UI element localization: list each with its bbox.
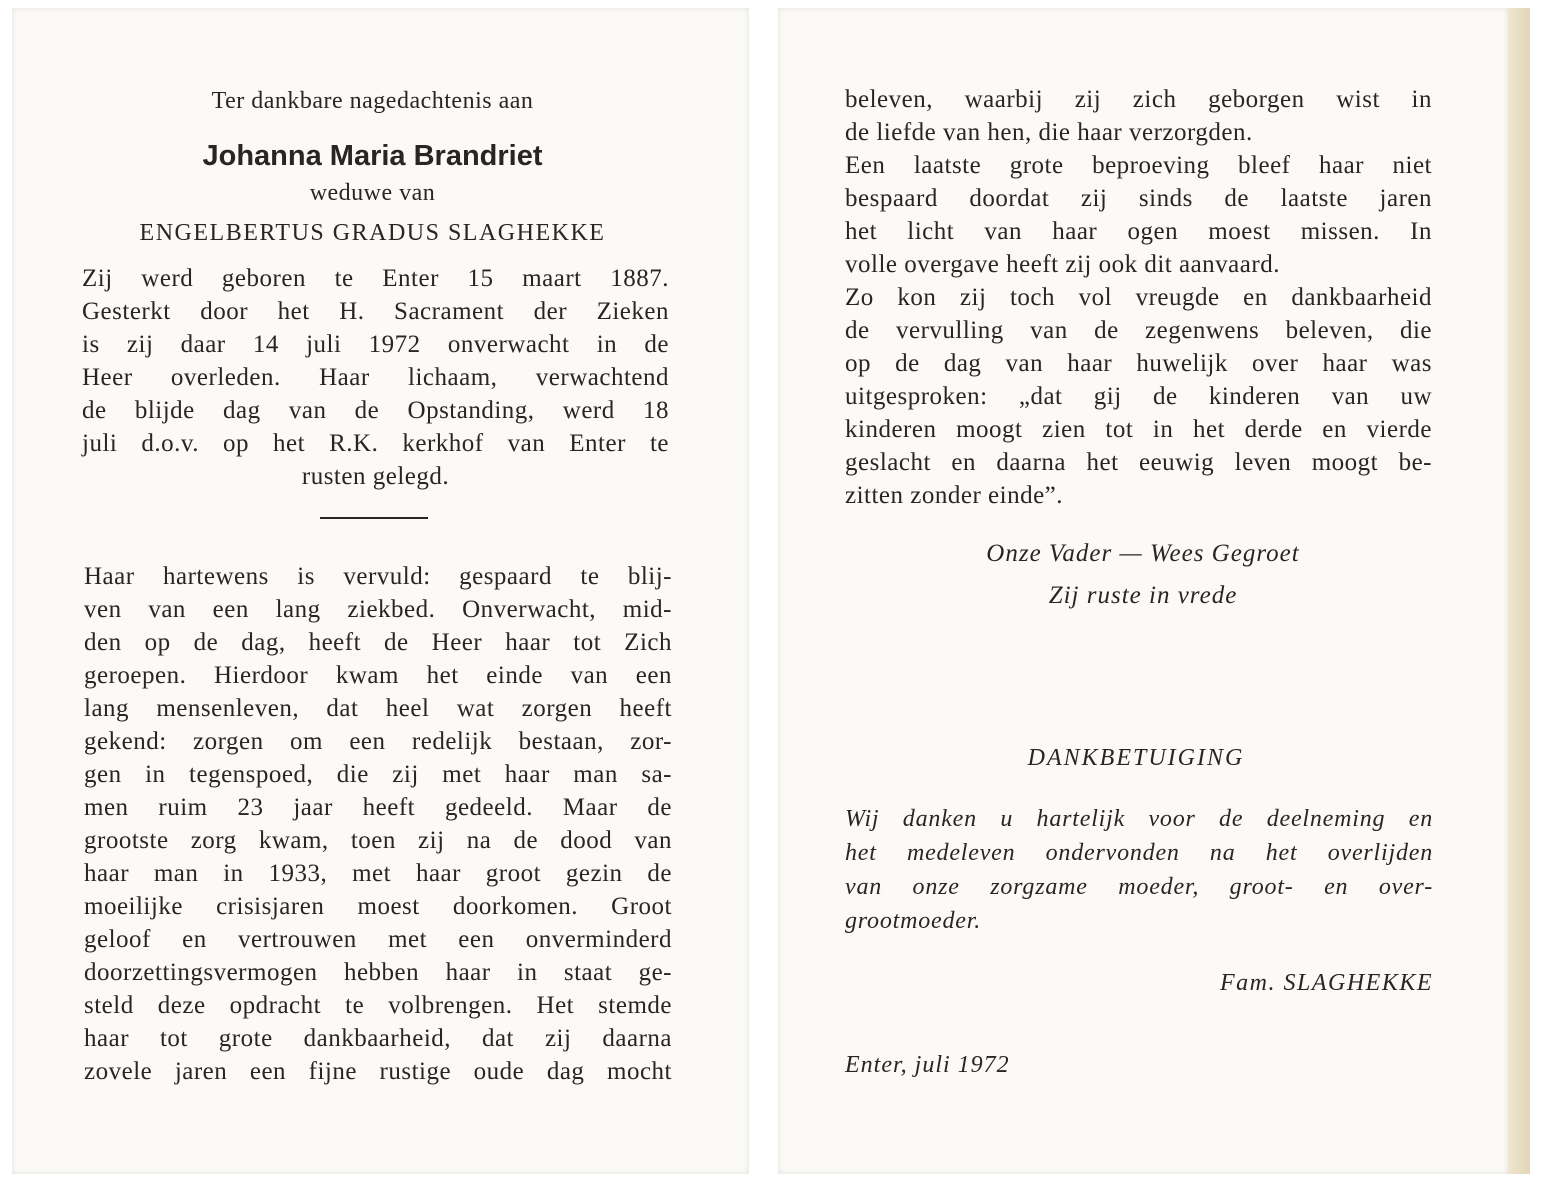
story-line: zitten zonder einde”. <box>845 482 1064 509</box>
story-line: geloof en vertrouwen met een onverminderd <box>84 926 672 953</box>
story-line: geroepen. Hierdoor kwam het einde van een <box>84 662 672 689</box>
rest-in-peace-line: Zij ruste in vrede <box>1048 582 1238 609</box>
story-line: haar tot grote dankbaarheid, dat zij daarna <box>84 1025 672 1052</box>
story-line: geslacht en daarna het eeuwig leven moogt be- <box>845 449 1432 476</box>
dedication-heading: Ter dankbare nagedachtenis aan <box>211 88 534 114</box>
story-line: steld deze opdracht te volbrengen. Het stemde <box>84 992 672 1019</box>
story-line: grootste zorg kwam, toen zij na de dood van <box>84 827 672 854</box>
story-line: zovele jaren een fijne rustige oude dag mocht <box>84 1058 672 1085</box>
story-line: Haar hartewens is vervuld: gespaard te blij- <box>84 563 672 590</box>
story-line: de liefde van hen, die haar verzorgden. <box>845 119 1253 146</box>
bio-line: rusten gelegd. <box>301 463 450 490</box>
story-line: gekend: zorgen om een redelijk bestaan, zor- <box>84 728 672 755</box>
card-edge <box>1508 8 1530 1174</box>
bio-line: Gesterkt door het H. Sacrament der Zieken <box>82 298 669 325</box>
story-line: beleven, waarbij zij zich geborgen wist in <box>845 86 1432 113</box>
widow-of-label: weduwe van <box>309 180 436 206</box>
story-line: Zo kon zij toch vol vreugde en dankbaarheid <box>845 284 1432 311</box>
biography-paragraph <box>82 262 669 493</box>
story-line: op de dag van haar huwelijk over haar was <box>845 350 1432 377</box>
place-date: Enter, juli 1972 <box>845 1052 1010 1078</box>
story-line: doorzettingsvermogen hebben haar in staat ge- <box>84 959 672 986</box>
story-line: gen in tegenspoed, die zij met haar man sa- <box>84 761 672 788</box>
story-line: men ruim 23 jaar heeft gedeeld. Maar de <box>84 794 672 821</box>
family-signature: Fam. SLAGHEKKE <box>1220 970 1433 996</box>
story-line: moeilijke crisisjaren moest doorkomen. Groot <box>84 893 672 920</box>
prayer-line: Onze Vader — Wees Gegroet <box>986 540 1300 567</box>
husband-name: ENGELBERTUS GRADUS SLAGHEKKE <box>139 220 606 246</box>
story-line: het licht van haar ogen moest missen. In <box>845 218 1432 245</box>
thanks-heading: DANKBETUIGING <box>1027 745 1245 771</box>
story-line: volle overgave heeft zij ook dit aanvaard. <box>845 251 1280 278</box>
divider-rule <box>320 517 428 519</box>
bio-line: Zij werd geboren te Enter 15 maart 1887. <box>82 265 669 292</box>
story-line: kinderen moogt zien tot in het derde en vierde <box>845 416 1432 443</box>
story-line: uitgesproken: „dat gij de kinderen van uw <box>845 383 1432 410</box>
story-line: Een laatste grote beproeving bleef haar niet <box>845 152 1432 179</box>
story-line: de vervulling van de zegenwens beleven, die <box>845 317 1432 344</box>
story-paragraph-left <box>84 560 672 1088</box>
thanks-line: grootmoeder. <box>845 908 982 934</box>
deceased-name: Johanna Maria Brandriet <box>202 140 543 172</box>
story-line: bespaard doordat zij sinds de laatste jaren <box>845 185 1432 212</box>
story-line: ven van een lang ziekbed. Onverwacht, mid- <box>84 596 672 623</box>
story-line: lang mensenleven, dat heel wat zorgen heeft <box>84 695 672 722</box>
thanks-line: het medeleven ondervonden na het overlijden <box>845 840 1433 866</box>
bio-line: de blijde dag van de Opstanding, werd 18 <box>82 397 669 424</box>
story-line: haar man in 1933, met haar groot gezin de <box>84 860 672 887</box>
thanks-line: van onze zorgzame moeder, groot- en over- <box>845 874 1433 900</box>
bio-line: is zij daar 14 juli 1972 onverwacht in de <box>82 331 669 358</box>
story-line: den op de dag, heeft de Heer haar tot Zich <box>84 629 672 656</box>
bio-line: juli d.o.v. op het R.K. kerkhof van Enter te <box>82 430 669 457</box>
thanks-paragraph <box>845 802 1433 938</box>
bio-line: Heer overleden. Haar lichaam, verwachtend <box>82 364 669 391</box>
thanks-line: Wij danken u hartelijk voor de deelneming en <box>845 806 1433 832</box>
story-paragraph-right <box>845 83 1432 512</box>
